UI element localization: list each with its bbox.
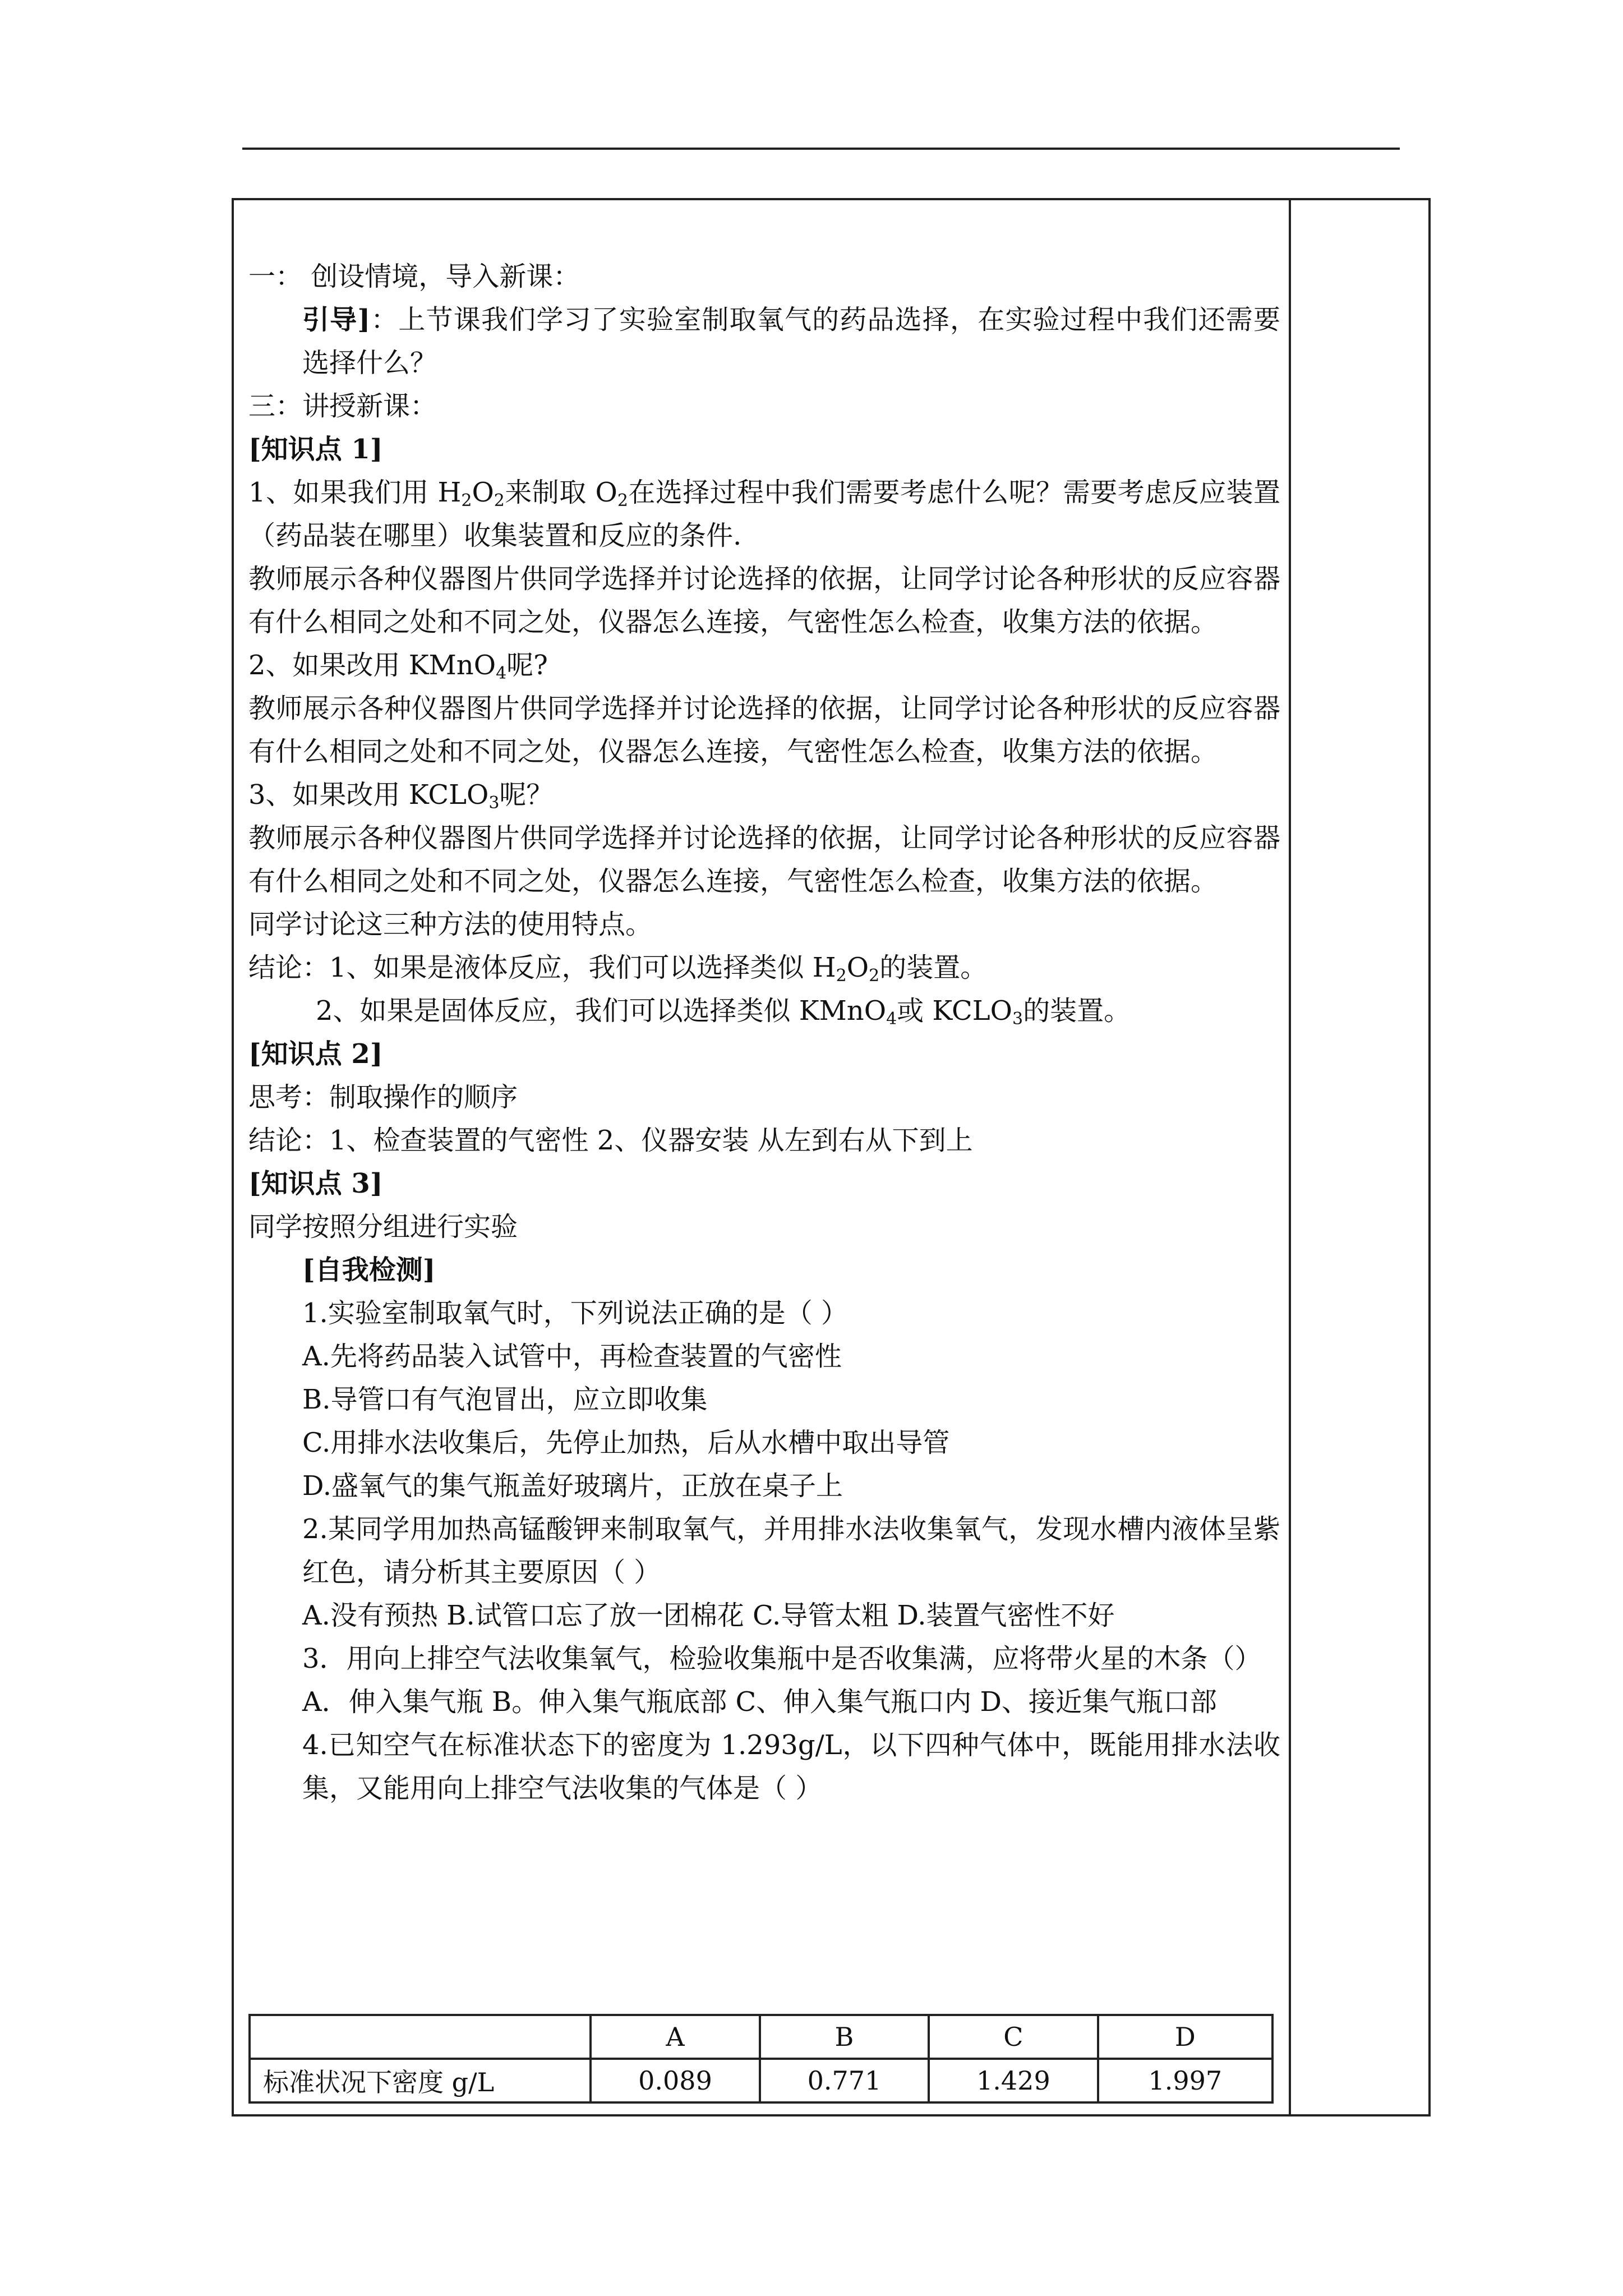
quiz-question-4: 4.已知空气在标准状态下的密度为 1.293g/L，以下四种气体中，既能用排水法收集，又能用向上排空气法收集的气体是（ ） — [302, 1729, 1280, 1804]
self-test-heading: [自我检测] — [302, 1254, 436, 1286]
quiz-question-1: 1.实验室制取氧气时，下列说法正确的是（ ） — [302, 1297, 849, 1329]
conclusion-3-line: 结论：1、检查装置的气密性 2、仪器安装 从左到右从下到上 — [248, 1125, 973, 1156]
table-row — [250, 2059, 1272, 2102]
section-1-heading: 一： 创设情境，导入新课： — [248, 261, 580, 292]
table-cell: 1.997 — [1098, 2059, 1272, 2102]
quiz-q3-options: A．伸入集气瓶 B。伸入集气瓶底部 C、伸入集气瓶口内 D、接近集气瓶口部 — [302, 1686, 1217, 1718]
discussion-line: 同学讨论这三种方法的使用特点。 — [248, 909, 653, 940]
table-cell: 0.771 — [760, 2059, 929, 2102]
table-cell: 0.089 — [591, 2059, 759, 2102]
guide-label: 引导] — [302, 304, 371, 335]
think-line: 思考：制取操作的顺序 — [248, 1082, 518, 1113]
density-table — [248, 2014, 1274, 2104]
question-3-line: 3、如果改用 $KCLO_3$呢？ — [248, 779, 554, 813]
section-3-heading: 三：讲授新课： — [248, 390, 437, 422]
guide-paragraph — [248, 298, 1280, 385]
table-header-cell: D — [1098, 2015, 1272, 2059]
table-cell: 1.429 — [929, 2059, 1098, 2102]
teacher-paragraph-3: 教师展示各种仪器图片供同学选择并讨论选择的依据，让同学讨论各种形状的反应容器有什么相同之处和不同之处，仪器怎么连接，气密性怎么检查，收集方法的依据。 — [248, 822, 1280, 897]
quiz-q1-option-c: C.用排水法收集后，先停止加热，后从水槽中取出导管 — [302, 1427, 950, 1458]
table-header-cell: C — [929, 2015, 1098, 2059]
knowledge-point-2: [知识点 2] — [248, 1038, 383, 1070]
quiz-question-2: 2.某同学用加热高锰酸钾来制取氧气，并用排水法收集氧气，发现水槽内液体呈紫红色，请分析其主要原因（ ） — [302, 1513, 1280, 1588]
guide-text: ：上节课我们学习了实验室制取氧气的药品选择，在实验过程中我们还需要选择什么？ — [302, 304, 1280, 379]
group-line: 同学按照分组进行实验 — [248, 1211, 518, 1243]
quiz-q2-options: A.没有预热 B.试管口忘了放一团棉花 C.导管太粗 D.装置气密性不好 — [302, 1600, 1115, 1631]
header-rule — [242, 148, 1400, 150]
conclusion-1-line: 结论：1、如果是液体反应，我们可以选择类似 $H_2O_2$的装置。 — [248, 952, 988, 986]
table-header-cell — [250, 2015, 591, 2059]
quiz-q1-option-b: B.导管口有气泡冒出，应立即收集 — [302, 1384, 708, 1415]
table-header-cell: B — [760, 2015, 929, 2059]
question-1-paragraph: 1、如果我们用 $H_2O_2$来制取 $O_2$在选择过程中我们需要考虑什么呢？需要考虑反应装置（药品装在哪里）收集装置和反应的条件. — [248, 477, 1280, 551]
quiz-question-3: 3．用向上排空气法收集氧气，检验收集瓶中是否收集满，应将带火星的木条（） — [302, 1643, 1262, 1674]
table-header-row — [250, 2015, 1272, 2059]
teacher-paragraph-2: 教师展示各种仪器图片供同学选择并讨论选择的依据，让同学讨论各种形状的反应容器有什么相同之处和不同之处，仪器怎么连接，气密性怎么检查，收集方法的依据。 — [248, 693, 1280, 767]
conclusion-2-line: 2、如果是固体反应，我们可以选择类似 KMnO$_4$或 $KCLO_3$的装置。 — [316, 995, 1131, 1029]
quiz-q1-option-d: D.盛氧气的集气瓶盖好玻璃片，正放在桌子上 — [302, 1470, 843, 1502]
question-2-line: 2、如果改用 KMnO$_4$呢? — [248, 650, 548, 683]
table-row-label: 标准状况下密度 g/L — [250, 2059, 591, 2102]
column-divider — [1289, 198, 1291, 2116]
knowledge-point-1: [知识点 1] — [248, 434, 383, 465]
lesson-content — [248, 255, 1280, 1810]
knowledge-point-3: [知识点 3] — [248, 1168, 383, 1199]
teacher-paragraph-1: 教师展示各种仪器图片供同学选择并讨论选择的依据，让同学讨论各种形状的反应容器有什么相同之处和不同之处，仪器怎么连接，气密性怎么检查，收集方法的依据。 — [248, 563, 1280, 638]
table-header-cell: A — [591, 2015, 759, 2059]
quiz-q1-option-a: A.先将药品装入试管中，再检查装置的气密性 — [302, 1341, 842, 1372]
